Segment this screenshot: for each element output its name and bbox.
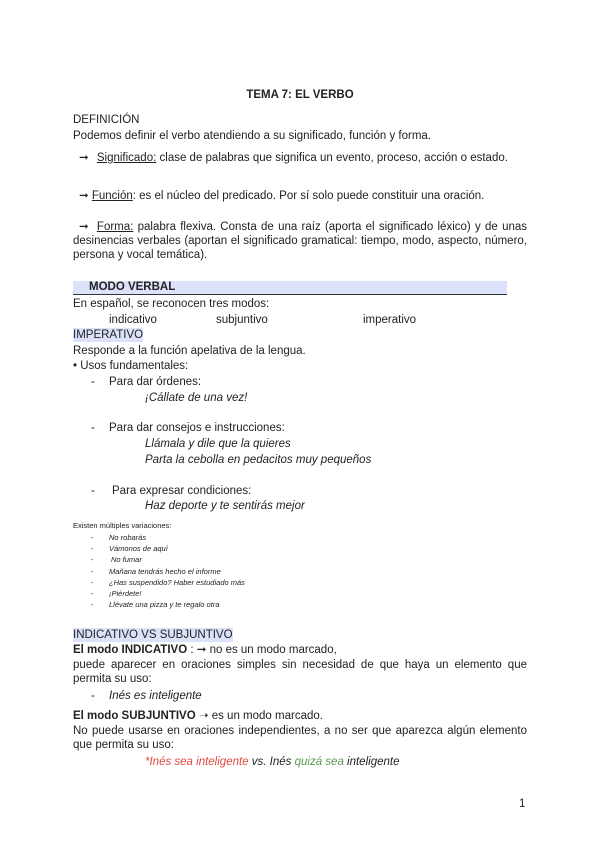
list-dash: - xyxy=(91,376,95,388)
text-significado: clase de palabras que significa un evento, proceso, acción o estado. xyxy=(156,152,508,164)
usos-label: • Usos fundamentales: xyxy=(73,360,189,372)
imperativo-intro: Responde a la función apelativa de la lengua. xyxy=(73,345,306,357)
page-number: 1 xyxy=(519,798,526,810)
mode-imperativo: imperativo xyxy=(363,314,417,326)
arrow-icon: ➝ xyxy=(195,710,212,722)
subj-label: El modo SUBJUNTIVO xyxy=(73,710,196,722)
example-llamala: Llámala y dile que la quieres xyxy=(145,438,291,450)
example-cebolla: Parta la cebolla en pedacitos muy pequeños xyxy=(145,454,372,466)
modo-verbal-heading: MODO VERBAL xyxy=(89,281,176,293)
subj-desc: No puede usarse en oraciones independientes, a no ser que aparezca algún elemento que permita su uso: xyxy=(73,725,527,751)
ind-label: El modo INDICATIVO xyxy=(73,644,188,656)
ind-vs-subj-heading: INDICATIVO VS SUBJUNTIVO xyxy=(73,629,233,641)
list-item: No robarás xyxy=(109,533,147,542)
definition-heading: DEFINICIÓN xyxy=(73,114,140,126)
subj-example-wrong: *Inés sea inteligente xyxy=(145,756,249,768)
arrow-icon: ➞ xyxy=(79,152,89,164)
mode-subjuntivo: subjuntivo xyxy=(216,314,268,326)
use-condiciones: Para expresar condiciones: xyxy=(112,485,252,497)
variations-label: Existen múltiples variaciones: xyxy=(73,521,172,530)
mode-indicativo: indicativo xyxy=(109,314,157,326)
term-funcion: Función xyxy=(91,190,133,202)
subj-example-trigger: quizá sea xyxy=(294,756,344,768)
example-callate: ¡Cállate de una vez! xyxy=(145,392,248,404)
list-item: No fumar xyxy=(111,555,142,565)
arrow-icon: ➞ xyxy=(79,221,89,233)
ind-line xyxy=(73,643,337,657)
definition-item-funcion xyxy=(73,189,484,203)
page-title: TEMA 7: EL VERBO xyxy=(246,89,354,101)
term-significado: Significado: xyxy=(96,152,157,164)
subj-example-end: inteligente xyxy=(343,756,400,768)
definition-item-significado xyxy=(73,151,527,165)
arrow-icon: : ➞ xyxy=(187,644,207,656)
imperativo-heading: IMPERATIVO xyxy=(73,329,144,341)
list-item: Llévate una pizza y te regalo otra xyxy=(109,600,220,610)
ind-desc: puede aparecer en oraciones simples sin necesidad de que haya un elemento que permita su uso: xyxy=(73,659,527,685)
subj-text: es un modo marcado. xyxy=(211,710,323,722)
subj-example xyxy=(145,755,399,769)
subj-line xyxy=(73,709,323,723)
list-dash: - xyxy=(91,690,95,702)
definition-intro: Podemos definir el verbo atendiendo a su significado, función y forma. xyxy=(73,130,431,142)
list-item: Mañana tendrás hecho el informe xyxy=(109,566,221,576)
subj-example-vs: vs. Inés xyxy=(248,756,295,768)
text-funcion: : es el núcleo del predicado. Por sí solo puede constituir una oración. xyxy=(132,190,485,202)
list-dash: - xyxy=(91,485,95,497)
use-consejos: Para dar consejos e instrucciones: xyxy=(109,422,285,434)
modo-verbal-intro: En español, se reconocen tres modos: xyxy=(73,298,270,310)
list-item: ¡Piérdete! xyxy=(109,589,142,599)
term-forma: Forma: xyxy=(96,221,134,233)
example-deporte: Haz deporte y te sentirás mejor xyxy=(145,500,305,512)
ind-text: no es un modo marcado, xyxy=(206,644,337,656)
use-ordenes: Para dar órdenes: xyxy=(109,376,202,388)
list-item: ¿Has suspendido? Haber estudiado más xyxy=(109,577,245,587)
arrow-icon: ➞ xyxy=(79,190,89,202)
variations-list xyxy=(109,532,245,610)
list-item: Vámonos de aquí xyxy=(109,544,168,554)
text-forma: palabra flexiva. Consta de una raíz (aporta el significado léxico) y de unas desinencias verbales (aportan el significado gramatical: tiempo, modo, aspecto, número, persona y vocal temática). xyxy=(73,221,528,261)
ind-example: Inés es inteligente xyxy=(109,690,202,702)
variations-dashes: - - - - - - - xyxy=(91,533,94,610)
list-dash: - xyxy=(91,422,95,434)
definition-item-forma xyxy=(73,220,527,262)
